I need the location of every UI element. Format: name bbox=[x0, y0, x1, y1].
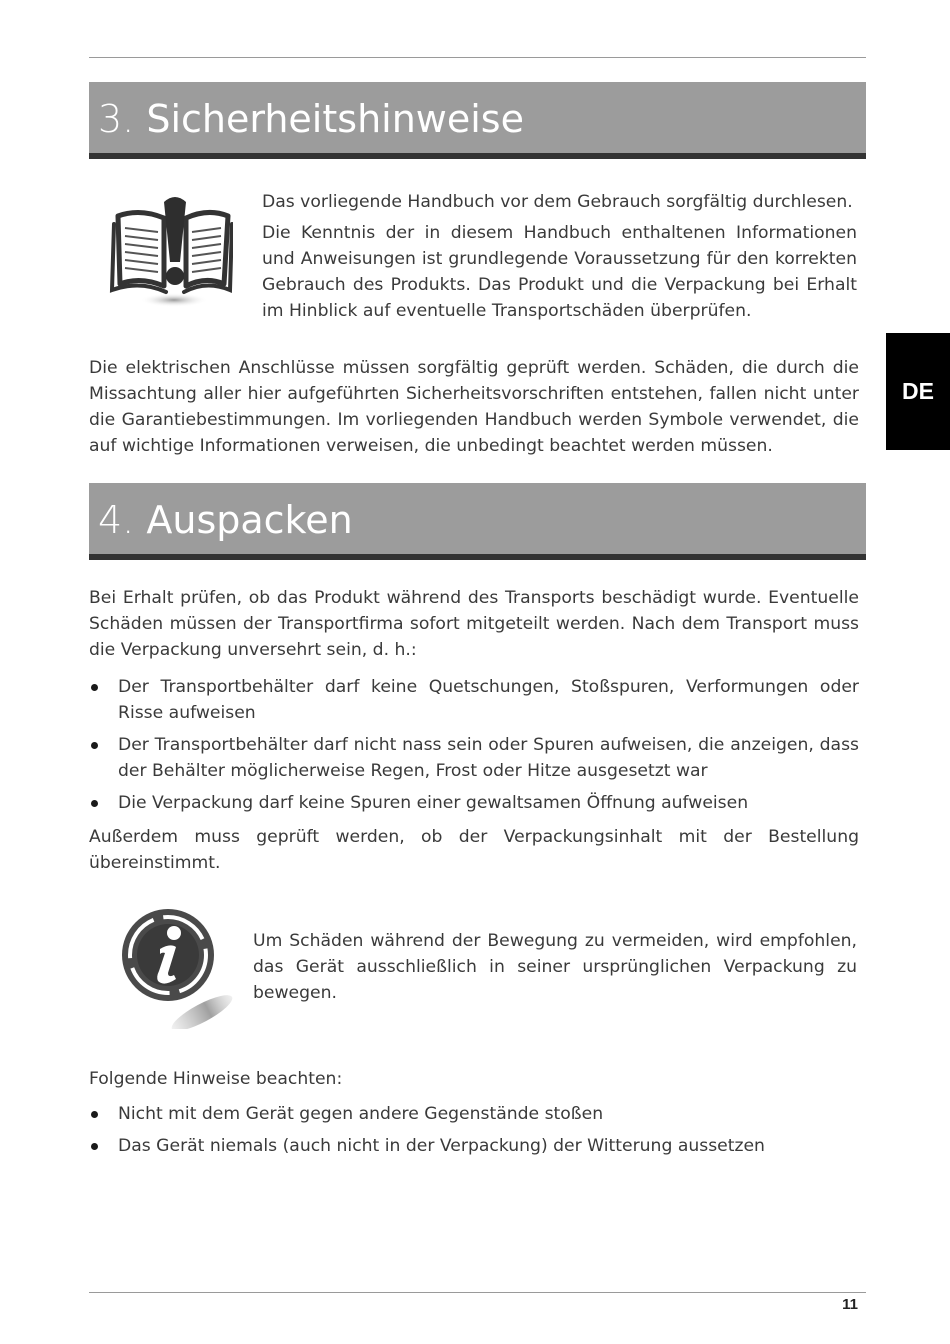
section-3-intro-text: Die Kenntnis der in diesem Handbuch enthaltenen Informationen und Anweisungen ist grundlegende Voraussetzung für den korrekten Gebrauch des Produkts. Das Produkt und die Verpackung bei Erhalt im Hinblick auf eventuelle Transportschäden überprüfen. bbox=[262, 223, 857, 321]
section-4-title: Auspacken bbox=[146, 498, 353, 542]
section-3-intro-line: Das vorliegende Handbuch vor dem Gebrauch sorgfältig durchlesen. bbox=[262, 192, 853, 212]
list-item bbox=[89, 1133, 859, 1159]
transport-checklist bbox=[89, 674, 859, 822]
language-tab: DE bbox=[886, 333, 950, 450]
manual-warning-icon bbox=[108, 190, 233, 312]
bullet-icon bbox=[91, 800, 98, 807]
info-icon bbox=[116, 903, 234, 1029]
section-3-body: Die elektrischen Anschlüsse müssen sorgfältig geprüft werden. Schäden, die durch die Missachtung aller hier aufgeführten Sicherheitsvorschriften entstehen, fallen nicht unter die Garantiebestimmungen. Im vorliegenden Handbuch werden Symbole verwendet, die auf wichtige Informationen verweisen, die unbedingt beachtet werden müssen. bbox=[89, 358, 859, 456]
bullet-icon bbox=[91, 684, 98, 691]
section-4-check-text: Außerdem muss geprüft werden, ob der Verpackungsinhalt mit der Bestellung übereinstimmt. bbox=[89, 827, 859, 873]
list-item bbox=[89, 732, 859, 784]
info-text: Um Schäden während der Bewegung zu vermeiden, wird empfohlen, das Gerät ausschließlich in seiner ursprünglichen Verpackung zu bewegen. bbox=[253, 931, 857, 1003]
hints-label: Folgende Hinweise beachten: bbox=[89, 1069, 343, 1089]
header-rule bbox=[89, 57, 866, 58]
page-number: 11 bbox=[842, 1296, 858, 1313]
section-3-number: 3. bbox=[98, 97, 135, 141]
footer-rule bbox=[89, 1292, 866, 1293]
bullet-icon bbox=[91, 1111, 98, 1118]
list-item bbox=[89, 674, 859, 726]
list-item-text: Die Verpackung darf keine Spuren einer gewaltsamen Öffnung aufweisen bbox=[118, 793, 749, 813]
list-item-text: Das Gerät niemals (auch nicht in der Verpackung) der Witterung aussetzen bbox=[118, 1136, 765, 1156]
section-3-heading bbox=[89, 82, 866, 159]
section-4-number: 4. bbox=[98, 498, 135, 542]
section-4-heading bbox=[89, 483, 866, 560]
hints-list bbox=[89, 1101, 859, 1165]
list-item-text: Der Transportbehälter darf nicht nass sein oder Spuren aufweisen, die anzeigen, dass der Behälter möglicherweise Regen, Frost oder Hitze ausgesetzt war bbox=[118, 735, 859, 781]
list-item-text: Der Transportbehälter darf keine Quetschungen, Stoßspuren, Verformungen oder Risse aufweisen bbox=[118, 677, 859, 723]
list-item-text: Nicht mit dem Gerät gegen andere Gegenstände stoßen bbox=[118, 1104, 604, 1124]
list-item bbox=[89, 1101, 859, 1127]
section-3-title: Sicherheitshinweise bbox=[146, 97, 524, 141]
section-4-intro: Bei Erhalt prüfen, ob das Produkt während des Transports beschädigt wurde. Eventuelle Schäden müssen der Transportfirma sofort mitgeteilt werden. Nach dem Transport muss die Verpackung unversehrt sein, d. h.: bbox=[89, 588, 859, 660]
list-item bbox=[89, 790, 859, 816]
bullet-icon bbox=[91, 742, 98, 749]
bullet-icon bbox=[91, 1143, 98, 1150]
